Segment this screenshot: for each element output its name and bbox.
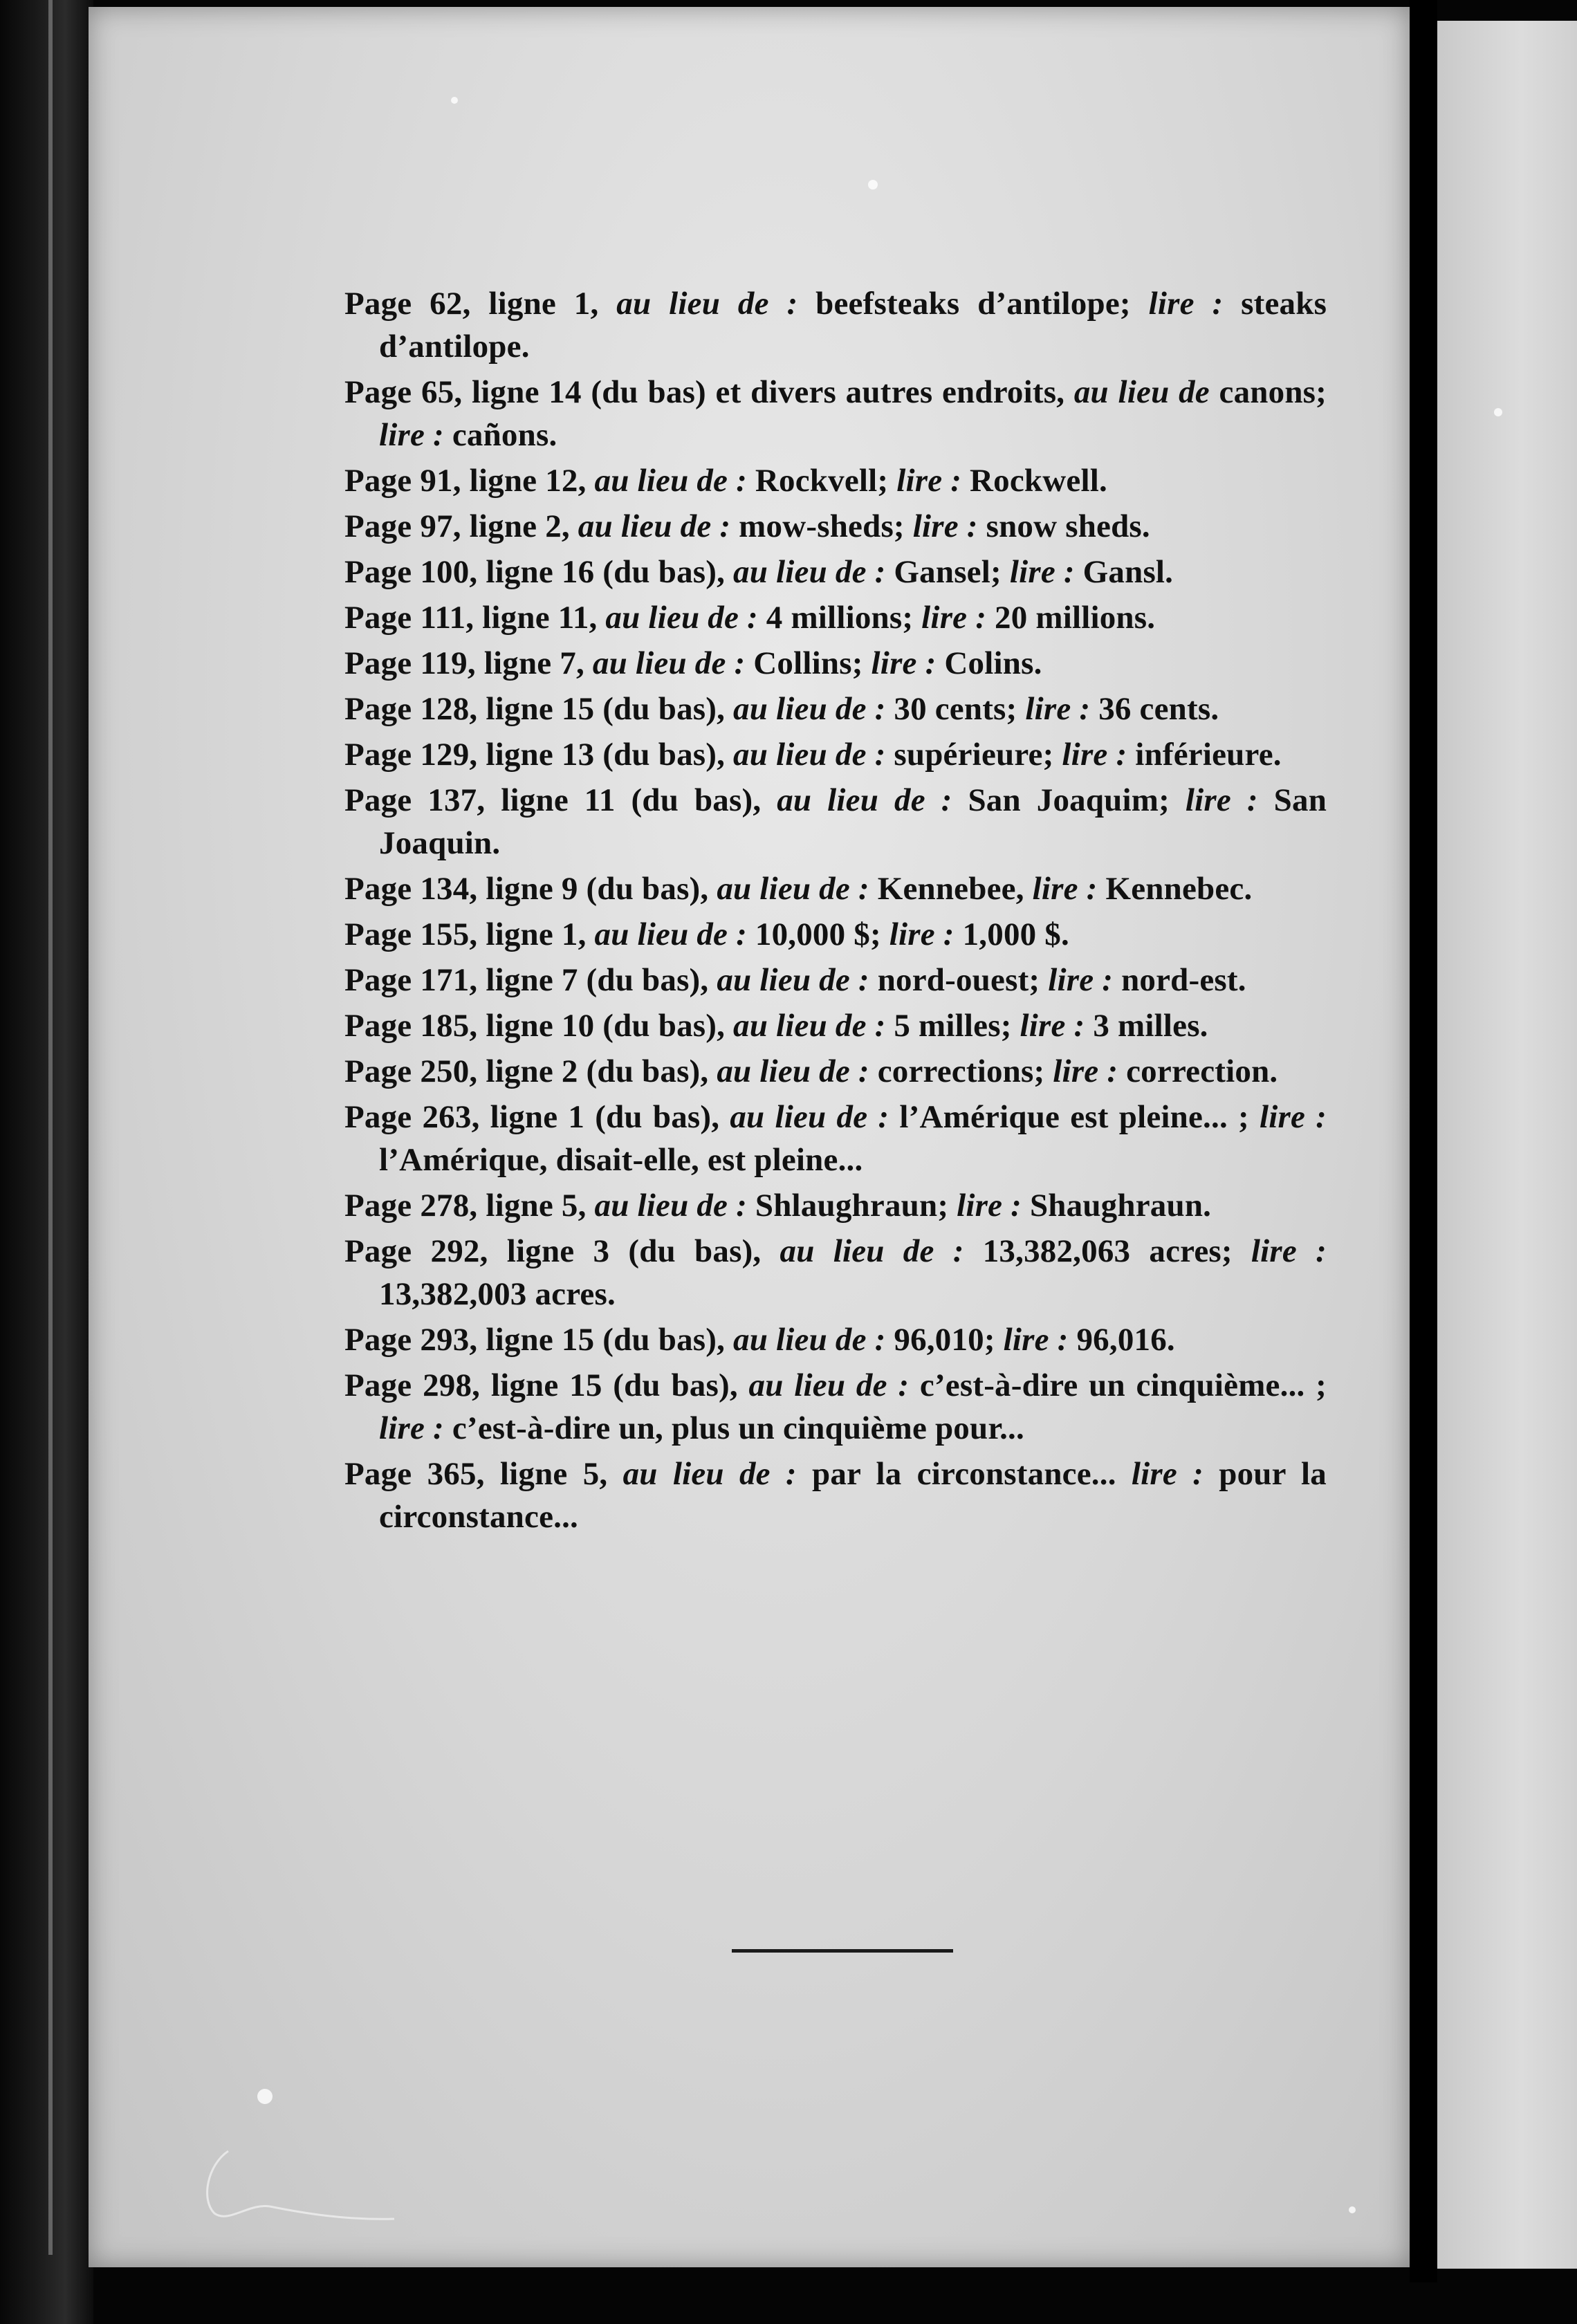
errata-wrong-text: canons; [1219, 374, 1327, 410]
errata-wrong-text: San Joaquim; [968, 782, 1170, 818]
errata-correct-text: cañons. [452, 417, 557, 453]
errata-entry [344, 779, 1327, 865]
errata-instead-of-label: au lieu de : [717, 1053, 869, 1089]
dust-speck [257, 2089, 273, 2104]
errata-correct-text: correction. [1126, 1053, 1278, 1089]
errata-entry [344, 1318, 1327, 1361]
errata-read-label: lire : [912, 508, 978, 544]
errata-wrong-text: 5 milles; [894, 1008, 1012, 1044]
errata-entry [344, 867, 1327, 910]
errata-line-ref: ligne 2, [469, 508, 570, 544]
errata-correct-text: steaks d’antilope. [379, 286, 1327, 365]
errata-line-ref: ligne 14 (du bas) et divers autres endroits, [472, 374, 1065, 410]
errata-instead-of-label: au lieu de : [592, 645, 746, 681]
errata-line-ref: ligne 1 (du bas), [490, 1099, 720, 1135]
errata-line-ref: ligne 3 (du bas), [506, 1233, 762, 1269]
errata-read-label: lire : [1032, 871, 1098, 907]
errata-line-ref: ligne 5, [486, 1188, 587, 1224]
errata-read-label: lire : [1148, 286, 1224, 322]
errata-instead-of-label: au lieu de : [594, 463, 747, 499]
errata-correct-text: 20 millions. [995, 600, 1156, 636]
errata-page-ref: Page 185, [344, 1008, 478, 1044]
errata-entry [344, 733, 1327, 776]
errata-line-ref: ligne 7 (du bas), [486, 962, 709, 998]
errata-page-ref: Page 250, [344, 1053, 478, 1089]
spine-edge [48, 0, 53, 2255]
errata-read-label: lire : [1009, 554, 1075, 590]
errata-read-label: lire : [871, 645, 937, 681]
errata-entry [344, 642, 1327, 685]
pencil-mark [187, 2137, 408, 2227]
errata-entry [344, 913, 1327, 956]
errata-page-ref: Page 134, [344, 871, 478, 907]
errata-wrong-text: supérieure; [894, 737, 1054, 773]
errata-correct-text: Rockwell. [970, 463, 1107, 499]
errata-line-ref: ligne 1, [488, 286, 599, 322]
errata-entry [344, 1230, 1327, 1316]
errata-wrong-text: 10,000 $; [755, 916, 881, 952]
errata-entry [344, 1364, 1327, 1450]
errata-page-ref: Page 65, [344, 374, 463, 410]
errata-page-ref: Page 137, [344, 782, 486, 818]
errata-read-label: lire : [379, 417, 444, 453]
errata-read-label: lire : [1053, 1053, 1118, 1089]
errata-correct-text: Colins. [944, 645, 1042, 681]
errata-read-label: lire : [921, 600, 987, 636]
errata-page-ref: Page 278, [344, 1188, 478, 1224]
errata-entry [344, 1004, 1327, 1047]
errata-instead-of-label: au lieu de : [733, 737, 886, 773]
errata-instead-of-label: au lieu de : [777, 782, 952, 818]
errata-read-label: lire : [1260, 1099, 1327, 1135]
errata-instead-of-label: au lieu de : [733, 691, 886, 727]
errata-wrong-text: 96,010; [894, 1322, 995, 1358]
gutter-shadow [1410, 0, 1437, 2282]
errata-line-ref: ligne 7, [483, 645, 584, 681]
errata-entry [344, 371, 1327, 456]
errata-page-ref: Page 100, [344, 554, 478, 590]
errata-instead-of-label: au lieu de : [780, 1233, 964, 1269]
errata-wrong-text: Kennebee, [877, 871, 1024, 907]
errata-read-label: lire : [1062, 737, 1127, 773]
errata-instead-of-label: au lieu de : [605, 600, 758, 636]
errata-instead-of-label: au lieu de : [717, 871, 869, 907]
errata-wrong-text: 4 millions; [766, 600, 914, 636]
dust-speck [868, 180, 878, 190]
errata-wrong-text: Rockvell; [755, 463, 889, 499]
errata-entry [344, 505, 1327, 548]
errata-page-ref: Page 155, [344, 916, 478, 952]
errata-line-ref: ligne 16 (du bas), [486, 554, 726, 590]
errata-entry [344, 959, 1327, 1002]
dust-speck [1349, 2206, 1356, 2213]
errata-correct-text: 13,382,003 acres. [379, 1276, 616, 1312]
errata-read-label: lire : [379, 1410, 444, 1446]
errata-entry [344, 282, 1327, 368]
errata-wrong-text: mow-sheds; [739, 508, 905, 544]
errata-instead-of-label: au lieu de : [733, 1322, 886, 1358]
errata-instead-of-label: au lieu de : [616, 286, 798, 322]
errata-line-ref: ligne 12, [469, 463, 587, 499]
errata-read-label: lire : [1131, 1456, 1204, 1492]
errata-wrong-text: corrections; [877, 1053, 1045, 1089]
errata-read-label: lire : [1048, 962, 1114, 998]
facing-page-edge [1437, 21, 1577, 2269]
errata-correct-text: San Joaquin. [379, 782, 1327, 861]
dust-speck [451, 97, 458, 104]
errata-page-ref: Page 129, [344, 737, 478, 773]
errata-page-ref: Page 62, [344, 286, 471, 322]
errata-line-ref: ligne 15 (du bas), [486, 691, 726, 727]
errata-wrong-text: Gansel; [894, 554, 1002, 590]
errata-instead-of-label: au lieu de [1073, 374, 1210, 410]
errata-line-ref: ligne 2 (du bas), [486, 1053, 709, 1089]
errata-line-ref: ligne 15 (du bas), [486, 1322, 726, 1358]
errata-page-ref: Page 111, [344, 600, 474, 636]
errata-instead-of-label: au lieu de : [578, 508, 731, 544]
errata-read-label: lire : [1020, 1008, 1085, 1044]
errata-line-ref: ligne 10 (du bas), [486, 1008, 726, 1044]
errata-read-label: lire : [1251, 1233, 1327, 1269]
errata-line-ref: ligne 9 (du bas), [486, 871, 709, 907]
errata-wrong-text: l’Amérique est pleine... ; [899, 1099, 1249, 1135]
errata-wrong-text: Shlaughraun; [755, 1188, 949, 1224]
errata-entry [344, 459, 1327, 502]
errata-page-ref: Page 128, [344, 691, 478, 727]
errata-instead-of-label: au lieu de : [730, 1099, 889, 1135]
errata-read-label: lire : [889, 916, 954, 952]
errata-instead-of-label: au lieu de : [717, 962, 869, 998]
errata-page-ref: Page 263, [344, 1099, 480, 1135]
errata-page-ref: Page 293, [344, 1322, 478, 1358]
errata-correct-text: 1,000 $. [962, 916, 1069, 952]
errata-correct-text: 36 cents. [1098, 691, 1219, 727]
errata-list [344, 282, 1327, 1541]
errata-correct-text: 3 milles. [1093, 1008, 1208, 1044]
errata-correct-text: l’Amérique, disait-elle, est pleine... [379, 1142, 863, 1178]
errata-entry [344, 1096, 1327, 1181]
closing-rule [732, 1949, 953, 1953]
errata-instead-of-label: au lieu de : [622, 1456, 797, 1492]
errata-line-ref: ligne 1, [486, 916, 587, 952]
errata-read-label: lire : [1185, 782, 1258, 818]
errata-page-ref: Page 171, [344, 962, 478, 998]
errata-correct-text: c’est-à-dire un, plus un cinquième pour... [452, 1410, 1024, 1446]
errata-read-label: lire : [1003, 1322, 1069, 1358]
errata-page-ref: Page 292, [344, 1233, 488, 1269]
errata-line-ref: ligne 11, [482, 600, 598, 636]
errata-wrong-text: 13,382,063 acres; [982, 1233, 1233, 1269]
errata-correct-text: pour la circonstance... [379, 1456, 1327, 1535]
errata-correct-text: nord-est. [1121, 962, 1246, 998]
errata-entry [344, 596, 1327, 639]
errata-read-label: lire : [896, 463, 962, 499]
errata-entry [344, 1184, 1327, 1227]
errata-page-ref: Page 91, [344, 463, 461, 499]
errata-wrong-text: c’est-à-dire un cinquième... ; [919, 1367, 1327, 1403]
dust-speck [1494, 408, 1502, 416]
errata-wrong-text: beefsteaks d’antilope; [815, 286, 1131, 322]
book-spine [0, 0, 93, 2324]
errata-entry [344, 688, 1327, 730]
errata-correct-text: Gansl. [1082, 554, 1174, 590]
errata-entry [344, 1452, 1327, 1538]
errata-correct-text: Kennebec. [1105, 871, 1253, 907]
errata-wrong-text: 30 cents; [894, 691, 1017, 727]
errata-read-label: lire : [1025, 691, 1091, 727]
errata-wrong-text: Collins; [753, 645, 863, 681]
errata-instead-of-label: au lieu de : [748, 1367, 910, 1403]
errata-instead-of-label: au lieu de : [594, 1188, 747, 1224]
errata-entry [344, 1050, 1327, 1093]
errata-line-ref: ligne 5, [499, 1456, 608, 1492]
errata-line-ref: ligne 13 (du bas), [486, 737, 726, 773]
errata-wrong-text: nord-ouest; [877, 962, 1040, 998]
errata-page-ref: Page 365, [344, 1456, 485, 1492]
errata-read-label: lire : [957, 1188, 1022, 1224]
errata-correct-text: snow sheds. [986, 508, 1150, 544]
errata-page-ref: Page 298, [344, 1367, 481, 1403]
errata-wrong-text: par la circonstance... [812, 1456, 1116, 1492]
errata-instead-of-label: au lieu de : [733, 1008, 886, 1044]
errata-entry [344, 551, 1327, 593]
errata-page-ref: Page 97, [344, 508, 461, 544]
errata-instead-of-label: au lieu de : [594, 916, 747, 952]
errata-correct-text: Shaughraun. [1029, 1188, 1212, 1224]
errata-line-ref: ligne 11 (du bas), [501, 782, 762, 818]
errata-line-ref: ligne 15 (du bas), [490, 1367, 738, 1403]
errata-page-ref: Page 119, [344, 645, 476, 681]
errata-instead-of-label: au lieu de : [733, 554, 886, 590]
errata-correct-text: 96,016. [1076, 1322, 1175, 1358]
errata-correct-text: inférieure. [1135, 737, 1282, 773]
